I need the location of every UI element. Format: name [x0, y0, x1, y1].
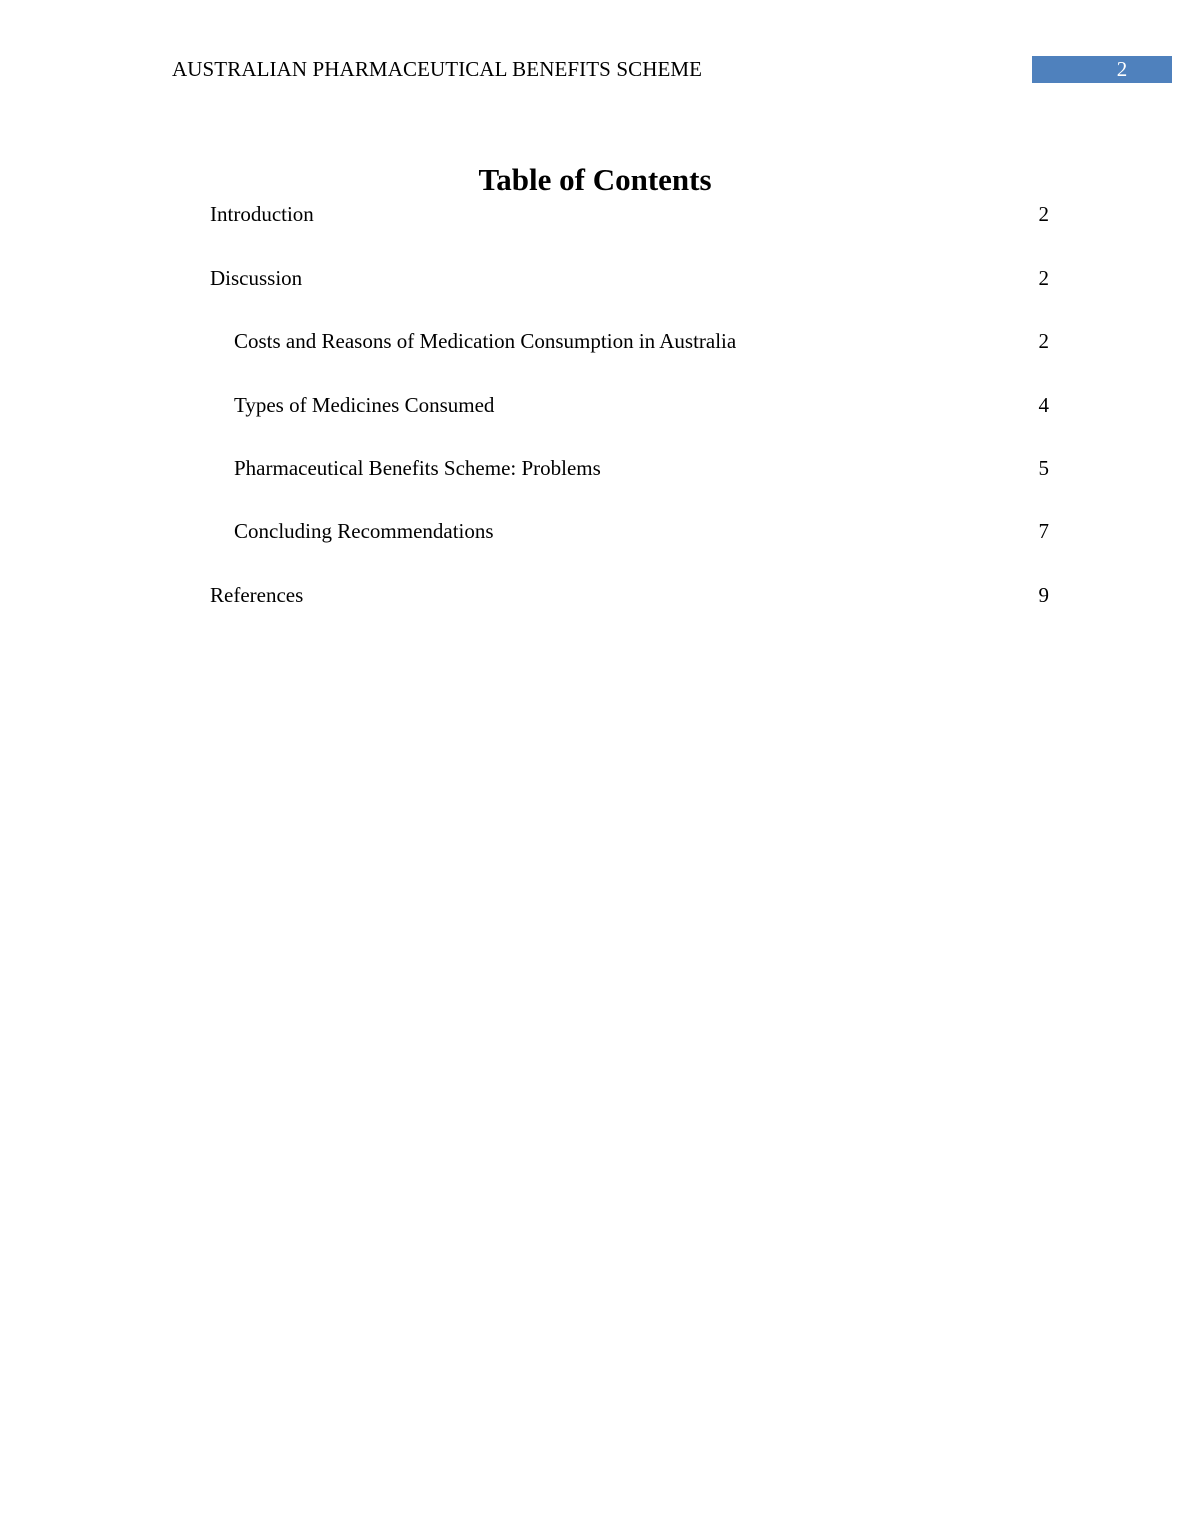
toc-entry-label: Pharmaceutical Benefits Scheme: Problems: [234, 456, 601, 480]
running-header: AUSTRALIAN PHARMACEUTICAL BENEFITS SCHEME: [172, 57, 703, 81]
toc-entry-introduction[interactable]: [210, 202, 1049, 228]
toc-entry-page: 2: [1038, 266, 1049, 290]
toc-entry-label: Concluding Recommendations: [234, 519, 494, 543]
toc-entry-page: 5: [1038, 456, 1049, 480]
toc-entry-label: Introduction: [210, 202, 314, 226]
toc-title: Table of Contents: [478, 162, 712, 197]
toc-entry-page: 9: [1038, 583, 1049, 607]
toc-entry-discussion[interactable]: [210, 266, 1049, 292]
toc-entry-label: References: [210, 583, 304, 607]
toc-entry-page: 7: [1038, 519, 1049, 543]
toc-entry-page: 2: [1038, 202, 1049, 226]
toc-entry-concluding-recommendations[interactable]: [234, 519, 1049, 545]
toc-entry-label: Costs and Reasons of Medication Consumption in Australia: [234, 329, 737, 353]
toc-entry-types-of-medicines[interactable]: [234, 393, 1049, 419]
page-number-badge: 2: [1032, 56, 1172, 83]
toc-entry-label: Types of Medicines Consumed: [234, 393, 495, 417]
toc-entry-pbs-problems[interactable]: [234, 456, 1049, 482]
toc-entry-page: 4: [1038, 393, 1049, 417]
toc-entry-references[interactable]: [210, 583, 1049, 609]
toc-entry-costs-reasons[interactable]: [234, 329, 1049, 355]
toc-entry-page: 2: [1038, 329, 1049, 353]
toc-entry-label: Discussion: [210, 266, 303, 290]
